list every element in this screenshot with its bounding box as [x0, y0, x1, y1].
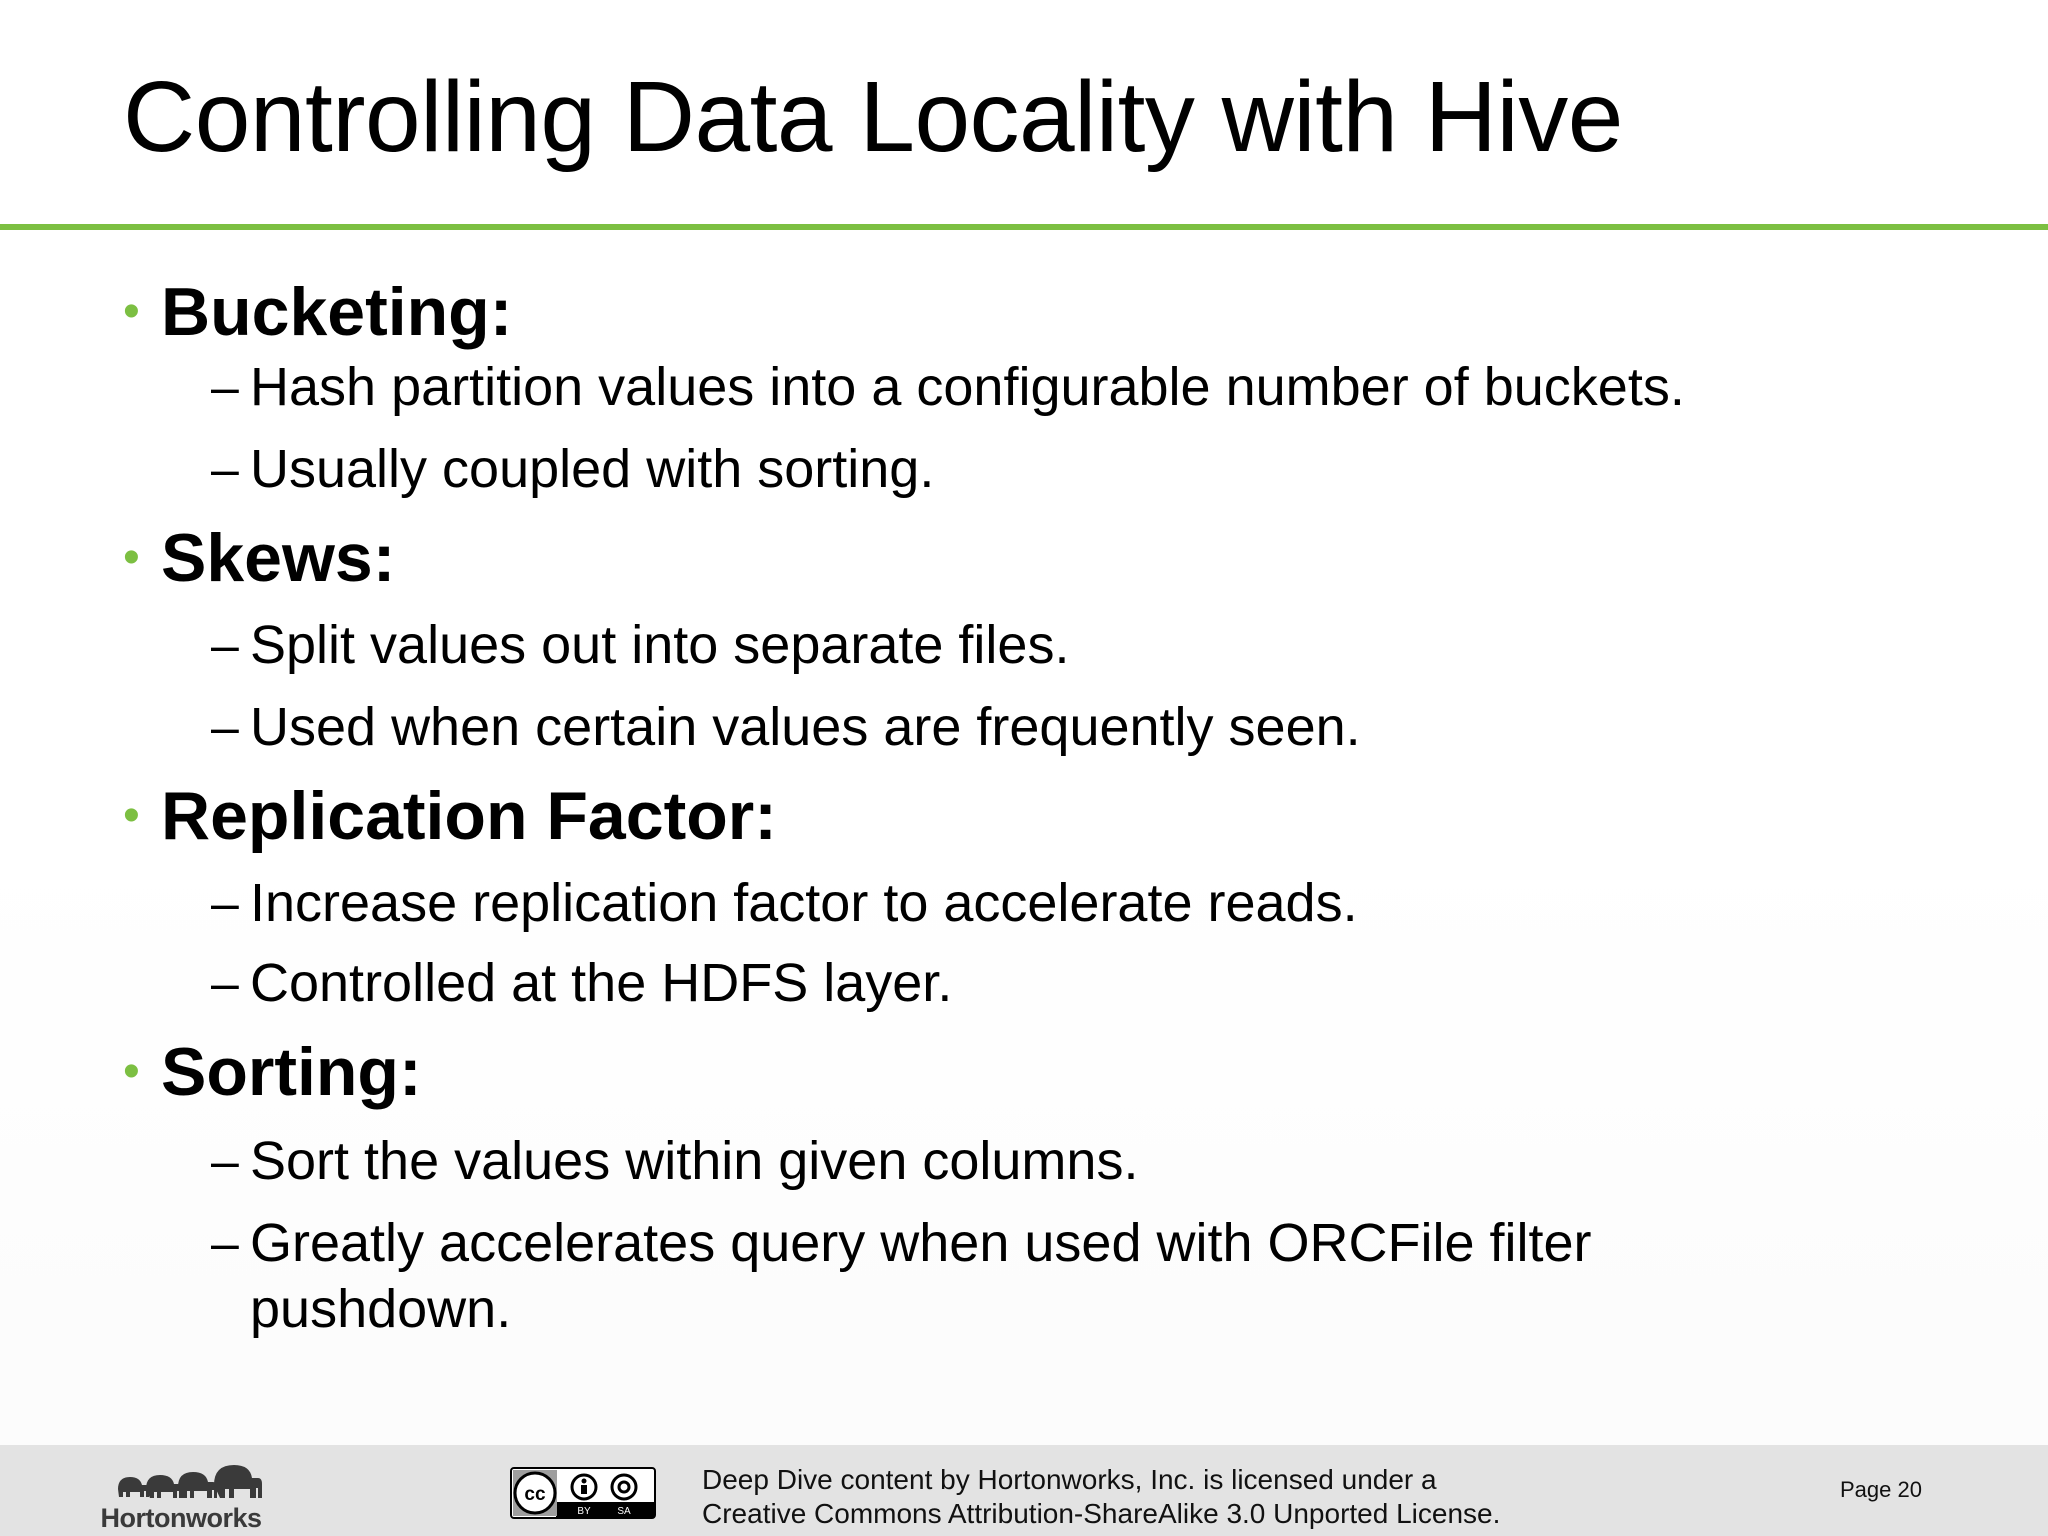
sub-bullet-dash: –	[211, 955, 239, 1011]
sub-bullet-dash: –	[211, 359, 239, 415]
sub-bullet-dash: –	[211, 441, 239, 497]
sub-bullet	[123, 694, 1983, 760]
slide-body	[123, 272, 1983, 1342]
sub-bullet	[123, 354, 1983, 420]
sub-bullet	[123, 870, 1983, 936]
cc-sa-label: SA	[617, 1506, 631, 1517]
sub-bullet-dash: –	[211, 699, 239, 755]
sub-bullet-text: Hash partition values into a configurable number of buckets.	[250, 357, 1685, 417]
bullet-skews	[123, 518, 1983, 598]
bullet-replication-factor	[123, 776, 1983, 856]
page-number: Page 20	[1840, 1477, 1922, 1502]
title-divider	[0, 224, 2048, 230]
sub-bullet-dash: –	[211, 875, 239, 931]
bullet-dot: •	[123, 531, 140, 584]
logo-wordmark: Hortonworks	[100, 1503, 262, 1533]
bullet-heading: Replication Factor:	[161, 778, 777, 854]
svg-text:cc: cc	[524, 1484, 546, 1505]
cc-by-label: BY	[577, 1506, 591, 1517]
sub-bullet	[123, 1128, 1983, 1194]
sub-bullet-text: Sort the values within given columns.	[250, 1131, 1139, 1191]
creative-commons-by-sa-badge-icon	[510, 1467, 656, 1519]
bullet-dot: •	[123, 1045, 140, 1098]
bullet-sorting	[123, 1032, 1983, 1112]
sub-bullet-text: Controlled at the HDFS layer.	[250, 953, 953, 1013]
sub-bullet	[123, 612, 1983, 678]
bullet-heading: Bucketing:	[161, 274, 513, 350]
slide-title: Controlling Data Locality with Hive	[123, 61, 1623, 173]
sub-bullet-dash: –	[211, 617, 239, 673]
license-notice	[702, 1463, 1500, 1531]
sub-bullet-text: Used when certain values are frequently seen.	[250, 697, 1361, 757]
sub-bullet	[123, 436, 1983, 502]
sub-bullet-text: Usually coupled with sorting.	[250, 439, 935, 499]
bullet-heading: Skews:	[161, 520, 396, 596]
license-line-1: Deep Dive content by Hortonworks, Inc. is licensed under a	[702, 1464, 1437, 1495]
sub-bullet	[123, 950, 1983, 1016]
bullet-heading: Sorting:	[161, 1034, 422, 1110]
sub-bullet-text: Split values out into separate files.	[250, 615, 1070, 675]
hortonworks-logo	[96, 1459, 266, 1533]
bullet-bucketing	[123, 272, 1983, 352]
slide-footer	[0, 1445, 2048, 1536]
hortonworks-elephants-logo-icon	[96, 1459, 266, 1503]
sub-bullet-text: Increase replication factor to accelerate reads.	[250, 873, 1358, 933]
sub-bullet-text: Greatly accelerates query when used with ORCFile filter pushdown.	[250, 1213, 1592, 1339]
sub-bullet-dash: –	[211, 1215, 239, 1271]
bullet-dot: •	[123, 285, 140, 338]
sub-bullet	[123, 1210, 1983, 1342]
sub-bullet-dash: –	[211, 1133, 239, 1189]
bullet-dot: •	[123, 789, 140, 842]
license-line-2: Creative Commons Attribution-ShareAlike 3.0 Unported License.	[702, 1498, 1501, 1529]
